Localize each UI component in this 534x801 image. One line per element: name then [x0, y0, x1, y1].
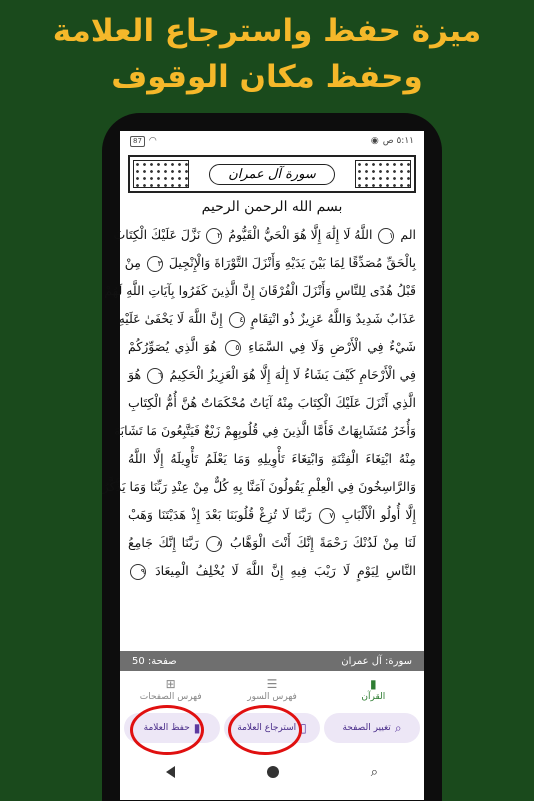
basmala: بسم الله الرحمن الرحيم [201, 199, 343, 215]
verse-line [102, 473, 416, 501]
ayah-number-marker: ٨ [206, 536, 222, 552]
verse-text: رَبَّنَا إِنَّكَ جَامِعُ [128, 535, 199, 550]
page-number: صفحة: 50 [132, 655, 177, 667]
search-icon[interactable]: ⌕ [370, 764, 379, 780]
status-bar [120, 131, 424, 151]
verse-text: وَالرَّاسِخُونَ فِي الْعِلْمِ يَقُولُونَ آمَنَّا بِهِ كُلٌّ مِنْ عِنْدِ رَبِّنَا وَمَا يَذَّكَّرُ [102, 479, 416, 494]
verse-line [113, 417, 416, 445]
search-icon: ⌕ [394, 720, 402, 735]
verse-lines [102, 221, 416, 585]
current-surah: سورة: آل عمران [341, 655, 412, 667]
promo-line-2: وحفظ مكان الوقوف [111, 59, 423, 95]
verse-text: شَيْءٌ فِي الْأَرْضِ وَلَا فِي السَّمَاءِ [248, 339, 416, 354]
verse-line [104, 277, 416, 305]
app-screen [102, 131, 424, 800]
verse-line [128, 501, 416, 529]
back-icon[interactable] [166, 766, 175, 778]
verse-text: اللَّهُ لَا إِلَٰهَ إِلَّا هُوَ الْحَيُّ الْقَيُّومُ [228, 227, 373, 242]
verse-text: نَزَّلَ عَلَيْكَ الْكِتَابَ [113, 227, 201, 242]
verse-text: مِنْهُ ابْتِغَاءَ الْفِتْنَةِ وَابْتِغَاءَ تَأْوِيلِهِ وَمَا يَعْلَمُ تَأْوِيلَهُ إِلَّا اللَّهُ [128, 451, 416, 466]
highlight-circle-restore [228, 705, 302, 755]
status-time: ٥:١١ ص [382, 136, 414, 146]
surah-header-frame [128, 155, 416, 193]
verse-text: قَبْلُ هُدًى لِلنَّاسِ وَأَنْزَلَ الْفُرْقَانَ إِنَّ الَّذِينَ كَفَرُوا بِآيَاتِ اللَّهِ لَهُمْ [104, 283, 416, 298]
verse-line [128, 445, 416, 473]
bottom-tabs [120, 671, 424, 709]
bookmark-icon: ▮ [193, 721, 201, 735]
tab-page-index-label: فهرس الصفحات [139, 692, 202, 702]
promo-line-1: ميزة حفظ واسترجاع العلامة [52, 13, 482, 49]
home-icon[interactable] [267, 766, 279, 778]
highlight-circle-save [130, 705, 204, 755]
tab-quran-label: القرآن [361, 692, 386, 702]
verse-text: الَّذِي أَنْزَلَ عَلَيْكَ الْكِتَابَ مِنْهُ آيَاتٌ مُحْكَمَاتٌ هُنَّ أُمُّ الْكِتَابِ [128, 395, 416, 410]
tab-surah-index[interactable] [221, 671, 322, 709]
verse-line [128, 361, 416, 389]
grid-icon: ⊞ [165, 677, 176, 691]
verse-text: النَّاسِ لِيَوْمٍ لَا رَيْبَ فِيهِ إِنَّ اللَّهَ لَا يُخْلِفُ الْمِيعَادَ [155, 563, 416, 578]
tab-surah-index-label: فهرس السور [247, 692, 297, 702]
tab-quran[interactable] [323, 671, 424, 709]
ayah-number-marker: ٢ [206, 228, 222, 244]
system-nav-bar [120, 757, 424, 787]
verse-text: إِلَّا أُولُو الْأَلْبَابِ [341, 507, 416, 522]
change-page-label: تغيير الصفحة [342, 723, 391, 733]
verse-text: هُوَ [128, 367, 142, 382]
verse-line [128, 529, 416, 557]
verse-line [128, 389, 416, 417]
page-info-bar [120, 651, 424, 671]
verse-text: لَنَا مِنْ لَدُنْكَ رَحْمَةً إِنَّكَ أَنْتَ الْوَهَّابُ [229, 535, 416, 550]
list-icon: ☰ [266, 677, 278, 691]
verse-text: بِالْحَقِّ مُصَدِّقًا لِمَا بَيْنَ يَدَيْهِ وَأَنْزَلَ التَّوْرَاةَ وَالْإِنْجِيلَ [168, 255, 416, 270]
book-icon: ▮ [370, 677, 377, 691]
verse-line [118, 305, 416, 333]
verse-line [128, 557, 416, 585]
verse-text: مِنْ [124, 255, 141, 270]
verse-text: عَذَابٌ شَدِيدٌ وَاللَّهُ عَزِيزٌ ذُو انْتِقَامٍ [250, 311, 416, 326]
ornament-right-icon [355, 160, 411, 188]
verse-text: هُوَ الَّذِي يُصَوِّرُكُمْ [128, 339, 217, 354]
surah-name: سورة آل عمران [209, 164, 335, 185]
verse-line [128, 333, 416, 361]
mushaf-page[interactable] [102, 151, 424, 651]
bookmark-outline-icon: ▯ [300, 721, 307, 735]
change-page-button[interactable] [324, 713, 420, 743]
verse-text: فِي الْأَرْحَامِ كَيْفَ يَشَاءُ لَا إِلَٰهَ إِلَّا هُوَ الْعَزِيزُ الْحَكِيمُ [169, 367, 416, 382]
ayah-number-marker: ٦ [147, 368, 163, 384]
verse-line [124, 249, 416, 277]
restore-bookmark-label: استرجاع العلامة [237, 723, 297, 733]
ayah-number-marker: ٥ [225, 340, 241, 356]
wifi-icon: ◠ [148, 136, 157, 146]
battery-icon: 87 [130, 136, 145, 147]
notification-icon: ◉ [370, 136, 379, 146]
ayah-number-marker: ٧ [319, 508, 335, 524]
ornament-left-icon [133, 160, 189, 188]
verse-text: وَأُخَرُ مُتَشَابِهَاتٌ فَأَمَّا الَّذِينَ فِي قُلُوبِهِمْ زَيْغٌ فَيَتَّبِعُونَ مَا تَشَابَهَ [113, 423, 416, 438]
verse-text: الم [400, 227, 416, 242]
ayah-number-marker: ٩ [130, 564, 146, 580]
verse-line [113, 221, 416, 249]
promo-title [0, 8, 534, 100]
save-bookmark-label: حفظ العلامة [143, 723, 190, 733]
verse-text: رَبَّنَا لَا تُزِغْ قُلُوبَنَا بَعْدَ إِذْ هَدَيْتَنَا وَهَبْ [128, 507, 312, 522]
ayah-number-marker: ٤ [229, 312, 245, 328]
verse-text: إِنَّ اللَّهَ لَا يَخْفَىٰ عَلَيْهِ [118, 311, 223, 326]
tab-page-index[interactable] [120, 671, 221, 709]
ayah-number-marker: ٣ [147, 256, 163, 272]
ayah-number-marker: ١ [378, 228, 394, 244]
